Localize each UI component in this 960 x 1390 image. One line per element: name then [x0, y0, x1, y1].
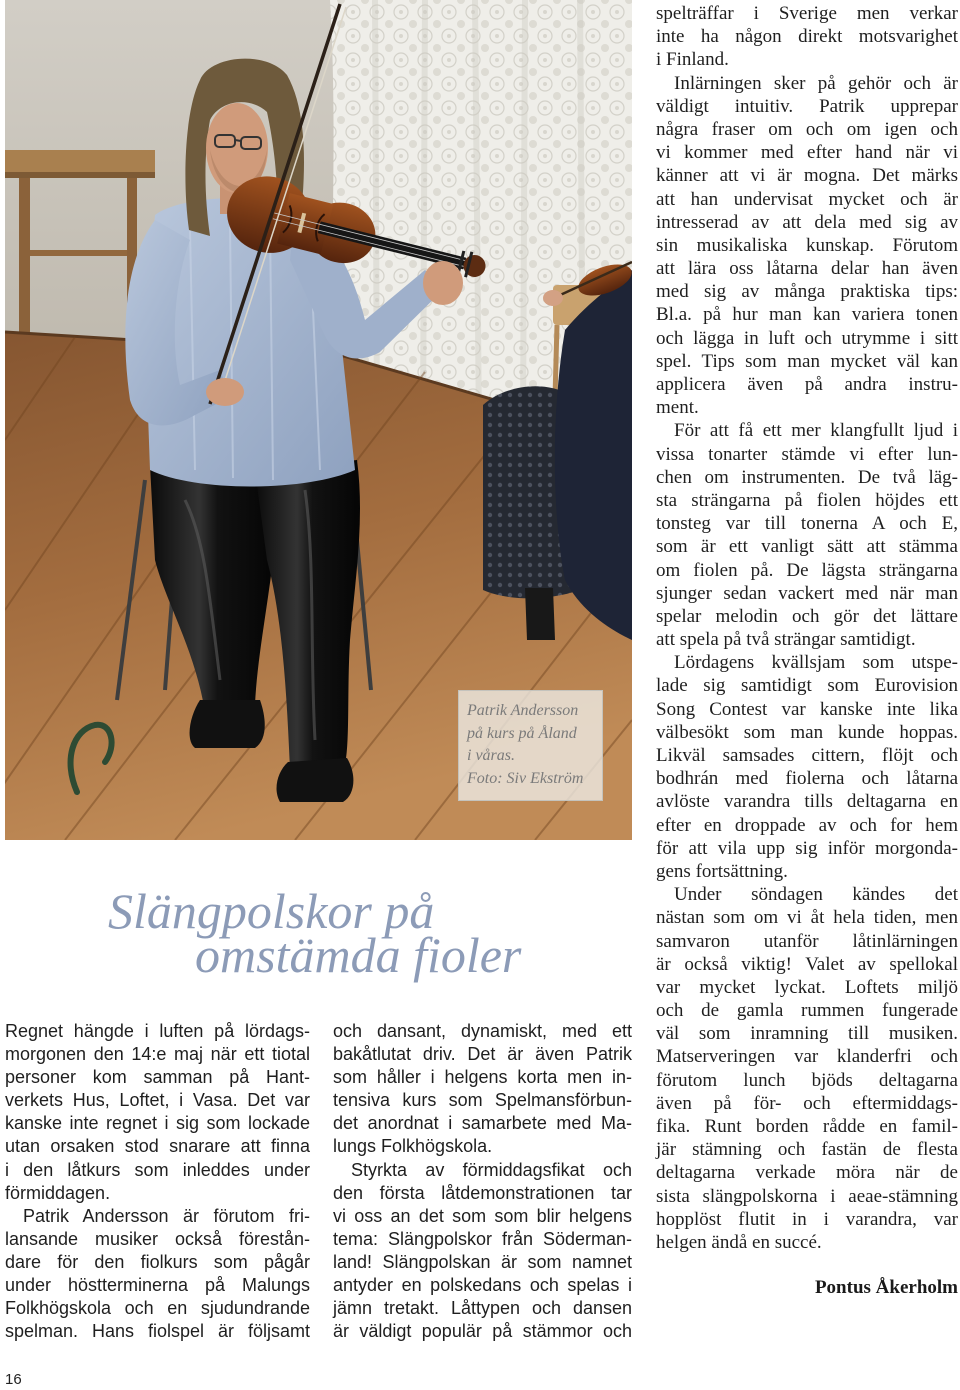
caption-line: Patrik Andersson — [467, 702, 579, 719]
text-line: Inlärningen sker på gehör och är — [674, 72, 958, 94]
text-line: var mycket lyckat. Loftets miljö — [656, 976, 958, 998]
text-line: bakåtlutat driv. Det är även Patrik — [333, 1044, 632, 1065]
paragraph — [333, 1020, 632, 1159]
text-line: Styrkta av förmiddagsfikat och — [351, 1159, 632, 1180]
text-line: i den låtkurs som inleddes under — [5, 1159, 310, 1180]
body-column-right — [656, 2, 958, 1254]
violin-hand — [423, 261, 463, 305]
text-line: efter en droppade av och for hem — [656, 814, 958, 836]
text-line: och dansant, dynamiskt, med ett — [333, 1021, 632, 1041]
text-line: personer kom samman på Hant- — [5, 1067, 310, 1088]
text-line: Folkhögskola och en sjudundrande — [5, 1298, 310, 1319]
text-line: land! Slängpolskan är som namnet — [333, 1251, 632, 1272]
text-line: bodhrán med fiolerna och låtarna — [656, 768, 958, 790]
text-line: det anordnat i samarbete med Ma- — [333, 1113, 632, 1134]
text-line: Matserveringen var klanderfri och — [656, 1046, 958, 1068]
text-line: spelar melodin och gör det lättare — [656, 605, 958, 627]
text-line: om fiolen på. De lägsta strängarna — [656, 559, 958, 581]
text-line: känner att vi är mogna. Det märks — [656, 165, 958, 187]
paragraph — [656, 651, 958, 883]
text-line: under höstterminerna på Malungs — [5, 1275, 310, 1296]
body-column-left — [5, 1020, 310, 1343]
text-line: chen om instrumenten. De två läg- — [656, 466, 958, 488]
text-line: för att vila upp sig inför morgonda- — [656, 837, 958, 859]
text-line: jär stämning och fastän de flesta — [656, 1139, 958, 1161]
paragraph — [5, 1205, 310, 1344]
text-line: som håller i helgens korta men in- — [333, 1067, 632, 1088]
text-line: spelträffar i Sverige men verkar — [656, 3, 958, 24]
text-line: även på för- och eftermiddags- — [656, 1092, 958, 1114]
text-line: vissa tonarter stämde vi efter lun- — [656, 443, 958, 465]
text-line: helgen ändå en succé. — [656, 1231, 822, 1253]
text-line: gens fortsättning. — [656, 860, 788, 882]
text-line: Bl.a. på hur man kan variera tonen — [656, 304, 958, 326]
text-line: För att få ett mer klangfullt ljud i — [674, 420, 958, 442]
text-line: fika. Runt borden rådde en famil- — [656, 1116, 958, 1137]
text-line: tema: Slängpolskor från Söderman- — [333, 1228, 632, 1249]
headline-line-1: Slängpolskor på — [108, 883, 435, 939]
paragraph — [656, 2, 958, 72]
text-line: intresserad av att dela med sig av — [656, 211, 958, 233]
text-line: verkets Hus, Loftet, i Vasa. Det var — [5, 1090, 310, 1111]
text-line: hopplöst flutit in i varandra, var — [656, 1208, 958, 1230]
text-line: Regnet hängde i luften på lördags- — [5, 1021, 310, 1041]
text-line: jämn tretakt. Låttypen och dansen — [333, 1298, 632, 1319]
text-line: vi oss an det som som blir helgens — [333, 1205, 632, 1226]
text-line: och lägga in luft och utrymme i sitt — [656, 327, 958, 349]
text-line: kanske inte regnet i sig som lockade — [5, 1113, 310, 1134]
text-line: i Finland. — [656, 49, 729, 71]
text-line: lungs Folkhögskola. — [333, 1136, 493, 1157]
text-line: ment. — [656, 397, 699, 419]
text-line: antyder en polskedans och spelas i — [333, 1275, 632, 1296]
text-line: förutom lunch bjöds deltagarna — [656, 1069, 958, 1091]
page-number: 16 — [5, 1371, 22, 1388]
text-line: att han undervisat mycket och är — [656, 188, 958, 210]
text-line: sista slängpolskorna i aeae-stämning — [656, 1185, 958, 1207]
text-line: väl som inramning till musiken. — [656, 1023, 958, 1045]
text-line: vi kommer med efter hand när vi — [656, 142, 958, 164]
text-line: med sig av många praktiska tips: — [656, 281, 958, 303]
headline-line-2: omstämda fioler — [195, 927, 522, 983]
text-line: applicera även på andra instru- — [656, 374, 958, 395]
text-line: den första låtdemonstrationen tar — [333, 1182, 632, 1203]
text-line: förmiddagen. — [5, 1182, 111, 1203]
text-line: är också viktig! Valet av spellokal — [656, 953, 958, 975]
paragraph — [5, 1020, 310, 1205]
text-line: sin musikaliska kunskap. Förutom — [656, 234, 958, 256]
text-line: är väldigt populär på stämmor och — [333, 1321, 632, 1342]
text-line: väldigt intuitiv. Patrik upprepar — [656, 95, 958, 117]
bow-hand — [206, 378, 244, 406]
text-line: tensiva kurs som Spelmansförbun- — [333, 1090, 632, 1111]
text-line: spel. Tips som man mycket väl kan — [656, 350, 958, 372]
photo-credit: Foto: Siv Ekström — [467, 769, 584, 787]
text-line: och de gamla rummen fungerade — [656, 1000, 958, 1022]
photo-caption — [458, 690, 603, 801]
text-line: att lära oss låtarna delar han även — [656, 258, 958, 280]
text-line: deltagarna verkade möra när de — [656, 1162, 958, 1184]
text-line: som är ett vanligt sätt att stämma — [656, 536, 958, 558]
text-line: att spela på två strängar samtidigt. — [656, 629, 916, 651]
paragraph — [656, 883, 958, 1254]
caption-line: i våras. — [467, 747, 515, 764]
paragraph — [333, 1159, 632, 1344]
text-line: några fraser om och om igen och — [656, 118, 958, 140]
text-line: Likväl samsades cittern, flöjt och — [656, 745, 958, 766]
text-line: tonsteg var till tonerna A och E, — [656, 513, 958, 535]
text-line: lansande musiker också förestån- — [5, 1228, 310, 1249]
text-line: Patrik Andersson är förutom fri- — [23, 1205, 310, 1226]
author-byline: Pontus Åkerholm — [814, 1277, 958, 1298]
paragraph — [656, 419, 958, 651]
text-line: välbesökt som man kunde hoppas. — [656, 721, 958, 743]
text-line: lade sig samtidigt som Eurovision — [656, 675, 958, 697]
paragraph — [656, 72, 958, 420]
text-line: morgonen den 14:e maj när ett tiotal — [5, 1044, 310, 1065]
body-column-middle — [333, 1020, 632, 1343]
text-line: inte ha någon direkt motsvarighet — [656, 26, 958, 48]
text-line: samvaron utanför låtinlärningen — [656, 930, 958, 952]
shoe — [277, 758, 354, 802]
text-line: spelman. Hans fiolspel är följsamt — [5, 1321, 310, 1342]
text-line: Under söndagen kändes det — [674, 884, 958, 906]
text-line: nästan som om vi åt hela tiden, men — [656, 907, 958, 929]
shoe — [190, 700, 265, 748]
text-line: avlöste varandra tills deltagarna en — [656, 791, 958, 813]
text-line: sjunger sedan vackert med när man — [656, 582, 958, 604]
text-line: sta strängarna på fiolen höjdes ett — [656, 489, 958, 511]
text-line: Lördagens kvällsjam som utspe- — [674, 652, 958, 674]
text-line: Song Contest var kanske inte lika — [656, 698, 958, 720]
caption-line: på kurs på Åland — [467, 724, 577, 742]
text-line: utan orsaken stod snarare att finna — [5, 1136, 310, 1157]
text-line: dare för den fiolkurs som pågår — [5, 1251, 310, 1272]
